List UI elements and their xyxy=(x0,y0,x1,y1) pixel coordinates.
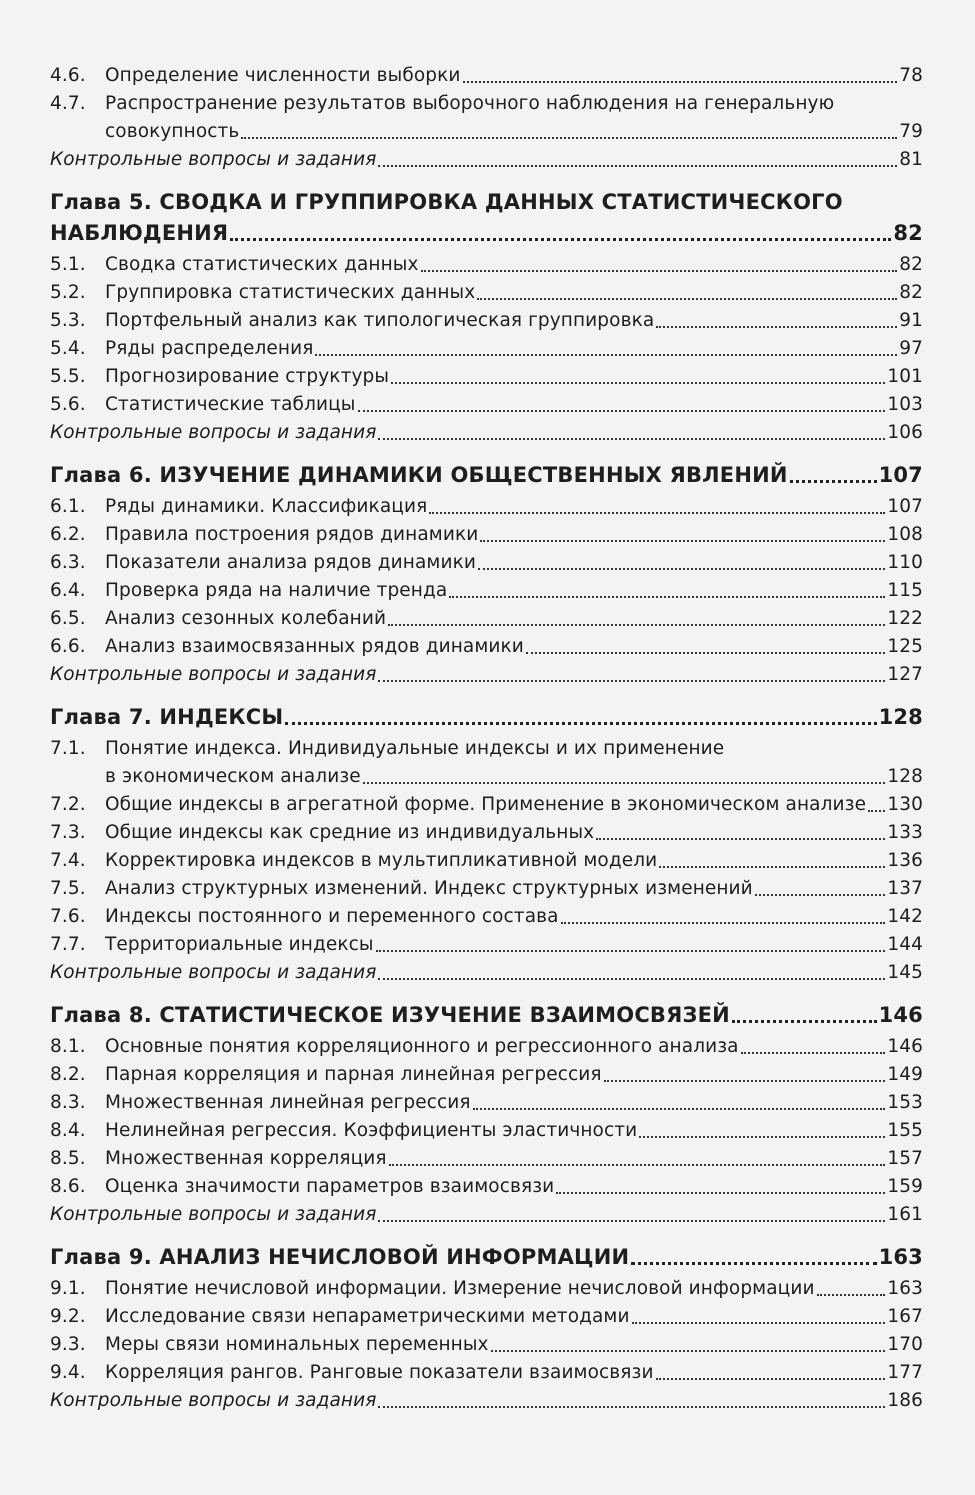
questions-title: Контрольные вопросы и задания xyxy=(50,1204,377,1225)
section-title: Правила построения рядов динамики xyxy=(105,524,479,545)
page-number: 106 xyxy=(887,422,923,443)
section-number: 7.3. xyxy=(50,822,86,843)
toc-entry-9-2[interactable] xyxy=(44,1303,923,1331)
section-title: Понятие нечисловой информации. Измерение нечисловой информации xyxy=(105,1278,815,1299)
toc-entry-4-6[interactable] xyxy=(44,62,923,90)
page-number: 110 xyxy=(887,552,923,573)
dot-leader xyxy=(463,81,898,83)
section-number: 6.5. xyxy=(50,608,86,629)
dot-leader xyxy=(491,1350,886,1352)
dot-leader xyxy=(478,568,885,570)
dot-leader xyxy=(632,1322,886,1324)
dot-leader xyxy=(868,810,885,812)
dot-leader xyxy=(477,298,897,300)
section-number: 6.4. xyxy=(50,580,86,601)
page-number: 177 xyxy=(887,1362,923,1383)
questions-title: Контрольные вопросы и задания xyxy=(50,962,377,983)
dot-leader xyxy=(358,410,886,412)
section-title: Множественная линейная регрессия xyxy=(105,1092,471,1113)
dot-leader xyxy=(378,978,885,980)
section-title: Сводка статистических данных xyxy=(105,254,419,275)
dot-leader xyxy=(421,270,898,272)
questions-title: Контрольные вопросы и задания xyxy=(50,1390,377,1411)
toc-entry-7-2[interactable] xyxy=(44,791,923,819)
page-number: 153 xyxy=(887,1092,923,1113)
section-number: 7.2. xyxy=(50,794,86,815)
toc-entry-questions-4[interactable] xyxy=(44,146,923,174)
dot-leader xyxy=(285,722,876,725)
toc-entry-9-3[interactable] xyxy=(44,1331,923,1359)
dot-leader xyxy=(656,1378,886,1380)
page-number: 108 xyxy=(887,524,923,545)
dot-leader xyxy=(639,1136,885,1138)
dot-leader xyxy=(556,1192,885,1194)
dot-leader xyxy=(596,838,885,840)
section-title: Основные понятия корреляционного и регрессионного анализа xyxy=(105,1036,739,1057)
toc-entry-4-7-line2[interactable] xyxy=(44,118,923,146)
toc-entry-questions-5[interactable] xyxy=(44,419,923,447)
page-number: 137 xyxy=(887,878,923,899)
page-number: 133 xyxy=(887,822,923,843)
page-number: 163 xyxy=(887,1278,923,1299)
section-number: 4.6. xyxy=(50,65,86,86)
section-title: Оценка значимости параметров взаимосвязи xyxy=(105,1176,555,1197)
section-number: 5.4. xyxy=(50,338,86,359)
section-number: 9.1. xyxy=(50,1278,86,1299)
section-number: 6.6. xyxy=(50,636,86,657)
section-title: Ряды динамики. Классификация xyxy=(105,496,428,517)
toc-entry-6-3[interactable] xyxy=(44,549,923,577)
dot-leader xyxy=(376,950,886,952)
chapter-5-title-line1[interactable]: Глава 5. СВОДКА И ГРУППИРОВКА ДАННЫХ СТАТИСТИЧЕСКОГО xyxy=(50,190,843,214)
dot-leader xyxy=(429,512,885,514)
toc-entry-7-5[interactable] xyxy=(44,875,923,903)
toc-entry-6-6[interactable] xyxy=(44,633,923,661)
toc-entry-7-6[interactable] xyxy=(44,903,923,931)
page-number: 79 xyxy=(899,121,923,142)
section-title: Определение численности выборки xyxy=(105,65,461,86)
page-number: 149 xyxy=(887,1064,923,1085)
page-number: 115 xyxy=(887,580,923,601)
page-number: 91 xyxy=(899,310,923,331)
section-title: Множественная корреляция xyxy=(105,1148,387,1169)
section-number: 8.1. xyxy=(50,1036,86,1057)
section-title: Анализ структурных изменений. Индекс структурных изменений xyxy=(105,878,753,899)
page-number: 81 xyxy=(899,149,923,170)
section-title: Исследование связи непараметрическими методами xyxy=(105,1306,630,1327)
toc-chapter-8[interactable] xyxy=(44,1000,923,1031)
toc-entry-6-1[interactable] xyxy=(44,493,923,521)
section-title-line1: Распространение результатов выборочного наблюдения на генеральную xyxy=(105,93,835,114)
section-number: 6.1. xyxy=(50,496,86,517)
dot-leader xyxy=(526,652,885,654)
toc-entry-8-2[interactable] xyxy=(44,1061,923,1089)
page-number: 136 xyxy=(887,850,923,871)
page-number: 82 xyxy=(899,254,923,275)
section-title-line2: в экономическом анализе xyxy=(105,766,361,787)
page-number: 167 xyxy=(887,1306,923,1327)
toc-entry-6-5[interactable] xyxy=(44,605,923,633)
toc-chapter-9[interactable] xyxy=(44,1242,923,1273)
section-number: 5.6. xyxy=(50,394,86,415)
questions-title: Контрольные вопросы и задания xyxy=(50,422,377,443)
toc-entry-5-3[interactable] xyxy=(44,307,923,335)
dot-leader xyxy=(604,1080,886,1082)
dot-leader xyxy=(631,1262,876,1265)
toc-entry-8-3[interactable] xyxy=(44,1089,923,1117)
toc-entry-5-6[interactable] xyxy=(44,391,923,419)
toc-entry-5-1[interactable] xyxy=(44,251,923,279)
page-number: 107 xyxy=(878,463,923,487)
page-number: 107 xyxy=(887,496,923,517)
dot-leader xyxy=(315,354,897,356)
dot-leader xyxy=(378,1220,885,1222)
toc-entry-6-2[interactable] xyxy=(44,521,923,549)
dot-leader xyxy=(363,782,886,784)
page-number: 97 xyxy=(899,338,923,359)
section-number: 4.7. xyxy=(50,93,86,114)
toc-entry-9-4[interactable] xyxy=(44,1359,923,1387)
toc-entry-questions-9[interactable] xyxy=(44,1387,923,1415)
section-number: 7.7. xyxy=(50,934,86,955)
toc-entry-7-3[interactable] xyxy=(44,819,923,847)
page-number: 82 xyxy=(893,221,923,245)
page-number: 159 xyxy=(887,1176,923,1197)
page-number: 82 xyxy=(899,282,923,303)
dot-leader xyxy=(656,326,897,328)
section-number: 5.5. xyxy=(50,366,86,387)
toc-entry-7-1-line2[interactable] xyxy=(44,763,923,791)
section-number: 5.1. xyxy=(50,254,86,275)
page-number: 161 xyxy=(887,1204,923,1225)
dot-leader xyxy=(449,596,885,598)
toc-chapter-5[interactable] xyxy=(44,218,923,249)
page-number: 186 xyxy=(887,1390,923,1411)
table-of-contents xyxy=(44,62,923,1415)
section-number: 8.2. xyxy=(50,1064,86,1085)
toc-chapter-7[interactable] xyxy=(44,702,923,733)
section-title: Группировка статистических данных xyxy=(105,282,476,303)
section-number: 8.6. xyxy=(50,1176,86,1197)
section-number: 6.2. xyxy=(50,524,86,545)
section-title-line2: совокупность xyxy=(105,121,240,142)
dot-leader xyxy=(378,1406,885,1408)
page-number: 122 xyxy=(887,608,923,629)
section-number: 5.3. xyxy=(50,310,86,331)
page-number: 103 xyxy=(887,394,923,415)
page-number: 170 xyxy=(887,1334,923,1355)
section-title: Прогнозирование структуры xyxy=(105,366,390,387)
dot-leader xyxy=(659,866,885,868)
chapter-title: Глава 8. СТАТИСТИЧЕСКОЕ ИЗУЧЕНИЕ ВЗАИМОСВЯЗЕЙ xyxy=(50,1003,730,1027)
toc-entry-8-4[interactable] xyxy=(44,1117,923,1145)
toc-entry-9-1[interactable] xyxy=(44,1275,923,1303)
toc-chapter-6[interactable] xyxy=(44,460,923,491)
section-title: Статистические таблицы xyxy=(105,394,356,415)
section-number: 9.2. xyxy=(50,1306,86,1327)
section-number: 6.3. xyxy=(50,552,86,573)
section-number: 5.2. xyxy=(50,282,86,303)
toc-entry-questions-6[interactable] xyxy=(44,661,923,689)
dot-leader xyxy=(389,1164,886,1166)
dot-leader xyxy=(391,382,885,384)
section-title: Проверка ряда на наличие тренда xyxy=(105,580,448,601)
section-title: Анализ взаимосвязанных рядов динамики xyxy=(105,636,524,657)
page-number: 101 xyxy=(887,366,923,387)
section-number: 7.6. xyxy=(50,906,86,927)
toc-entry-8-1[interactable] xyxy=(44,1033,923,1061)
page-number: 128 xyxy=(887,766,923,787)
page-number: 155 xyxy=(887,1120,923,1141)
dot-leader xyxy=(241,137,897,139)
dot-leader xyxy=(480,540,885,542)
section-title: Портфельный анализ как типологическая группировка xyxy=(105,310,655,331)
dot-leader xyxy=(378,438,885,440)
section-title: Парная корреляция и парная линейная регрессия xyxy=(105,1064,602,1085)
page-number: 142 xyxy=(887,906,923,927)
dot-leader xyxy=(230,238,891,241)
toc-entry-7-1-line1[interactable] xyxy=(44,735,923,763)
page-number: 127 xyxy=(887,664,923,685)
section-title: Индексы постоянного и переменного состава xyxy=(105,906,559,927)
dot-leader xyxy=(561,922,886,924)
section-title: Корреляция рангов. Ранговые показатели взаимосвязи xyxy=(105,1362,654,1383)
toc-entry-8-5[interactable] xyxy=(44,1145,923,1173)
section-number: 9.3. xyxy=(50,1334,86,1355)
toc-entry-5-4[interactable] xyxy=(44,335,923,363)
toc-entry-8-6[interactable] xyxy=(44,1173,923,1201)
section-title: Корректировка индексов в мультипликативной модели xyxy=(105,850,658,871)
chapter-title: Глава 7. ИНДЕКСЫ xyxy=(50,705,284,729)
toc-entry-7-4[interactable] xyxy=(44,847,923,875)
toc-entry-5-5[interactable] xyxy=(44,363,923,391)
dot-leader xyxy=(790,480,877,483)
section-number: 8.4. xyxy=(50,1120,86,1141)
page-number: 145 xyxy=(887,962,923,983)
section-title: Общие индексы в агрегатной форме. Применение в экономическом анализе xyxy=(105,794,867,815)
dot-leader xyxy=(755,894,886,896)
toc-entry-4-7-line1[interactable] xyxy=(44,90,923,118)
section-number: 8.3. xyxy=(50,1092,86,1113)
section-number: 9.4. xyxy=(50,1362,86,1383)
page-number: 146 xyxy=(887,1036,923,1057)
questions-title: Контрольные вопросы и задания xyxy=(50,664,377,685)
dot-leader xyxy=(378,680,885,682)
toc-entry-7-7[interactable] xyxy=(44,931,923,959)
page-number: 163 xyxy=(878,1245,923,1269)
section-title: Анализ сезонных колебаний xyxy=(105,608,387,629)
dot-leader xyxy=(473,1108,886,1110)
dot-leader xyxy=(388,624,885,626)
section-number: 8.5. xyxy=(50,1148,86,1169)
page-number: 157 xyxy=(887,1148,923,1169)
toc-entry-questions-8[interactable] xyxy=(44,1201,923,1229)
toc-entry-6-4[interactable] xyxy=(44,577,923,605)
page-number: 128 xyxy=(878,705,923,729)
section-number: 7.1. xyxy=(50,738,86,759)
page-number: 144 xyxy=(887,934,923,955)
dot-leader xyxy=(817,1294,886,1296)
toc-entry-questions-7[interactable] xyxy=(44,959,923,987)
toc-entry-5-2[interactable] xyxy=(44,279,923,307)
section-title: Показатели анализа рядов динамики xyxy=(105,552,476,573)
section-title: Меры связи номинальных переменных xyxy=(105,1334,489,1355)
dot-leader xyxy=(741,1052,886,1054)
page-number: 130 xyxy=(887,794,923,815)
section-title: Нелинейная регрессия. Коэффициенты эластичности xyxy=(105,1120,638,1141)
dot-leader xyxy=(378,165,897,167)
section-number: 7.5. xyxy=(50,878,86,899)
page-number: 78 xyxy=(899,65,923,86)
page-number: 125 xyxy=(887,636,923,657)
questions-title: Контрольные вопросы и задания xyxy=(50,149,377,170)
chapter-title: Глава 6. ИЗУЧЕНИЕ ДИНАМИКИ ОБЩЕСТВЕННЫХ ЯВЛЕНИЙ xyxy=(50,463,788,487)
section-title: Ряды распределения xyxy=(105,338,314,359)
section-number: 7.4. xyxy=(50,850,86,871)
chapter-title: Глава 9. АНАЛИЗ НЕЧИСЛОВОЙ ИНФОРМАЦИИ xyxy=(50,1245,630,1269)
page-number: 146 xyxy=(878,1003,923,1027)
chapter-title-line2: НАБЛЮДЕНИЯ xyxy=(50,221,229,245)
section-title-line1: Понятие индекса. Индивидуальные индексы и их применение xyxy=(105,738,725,759)
dot-leader xyxy=(732,1020,877,1023)
section-title: Территориальные индексы xyxy=(105,934,374,955)
section-title: Общие индексы как средние из индивидуальных xyxy=(105,822,595,843)
